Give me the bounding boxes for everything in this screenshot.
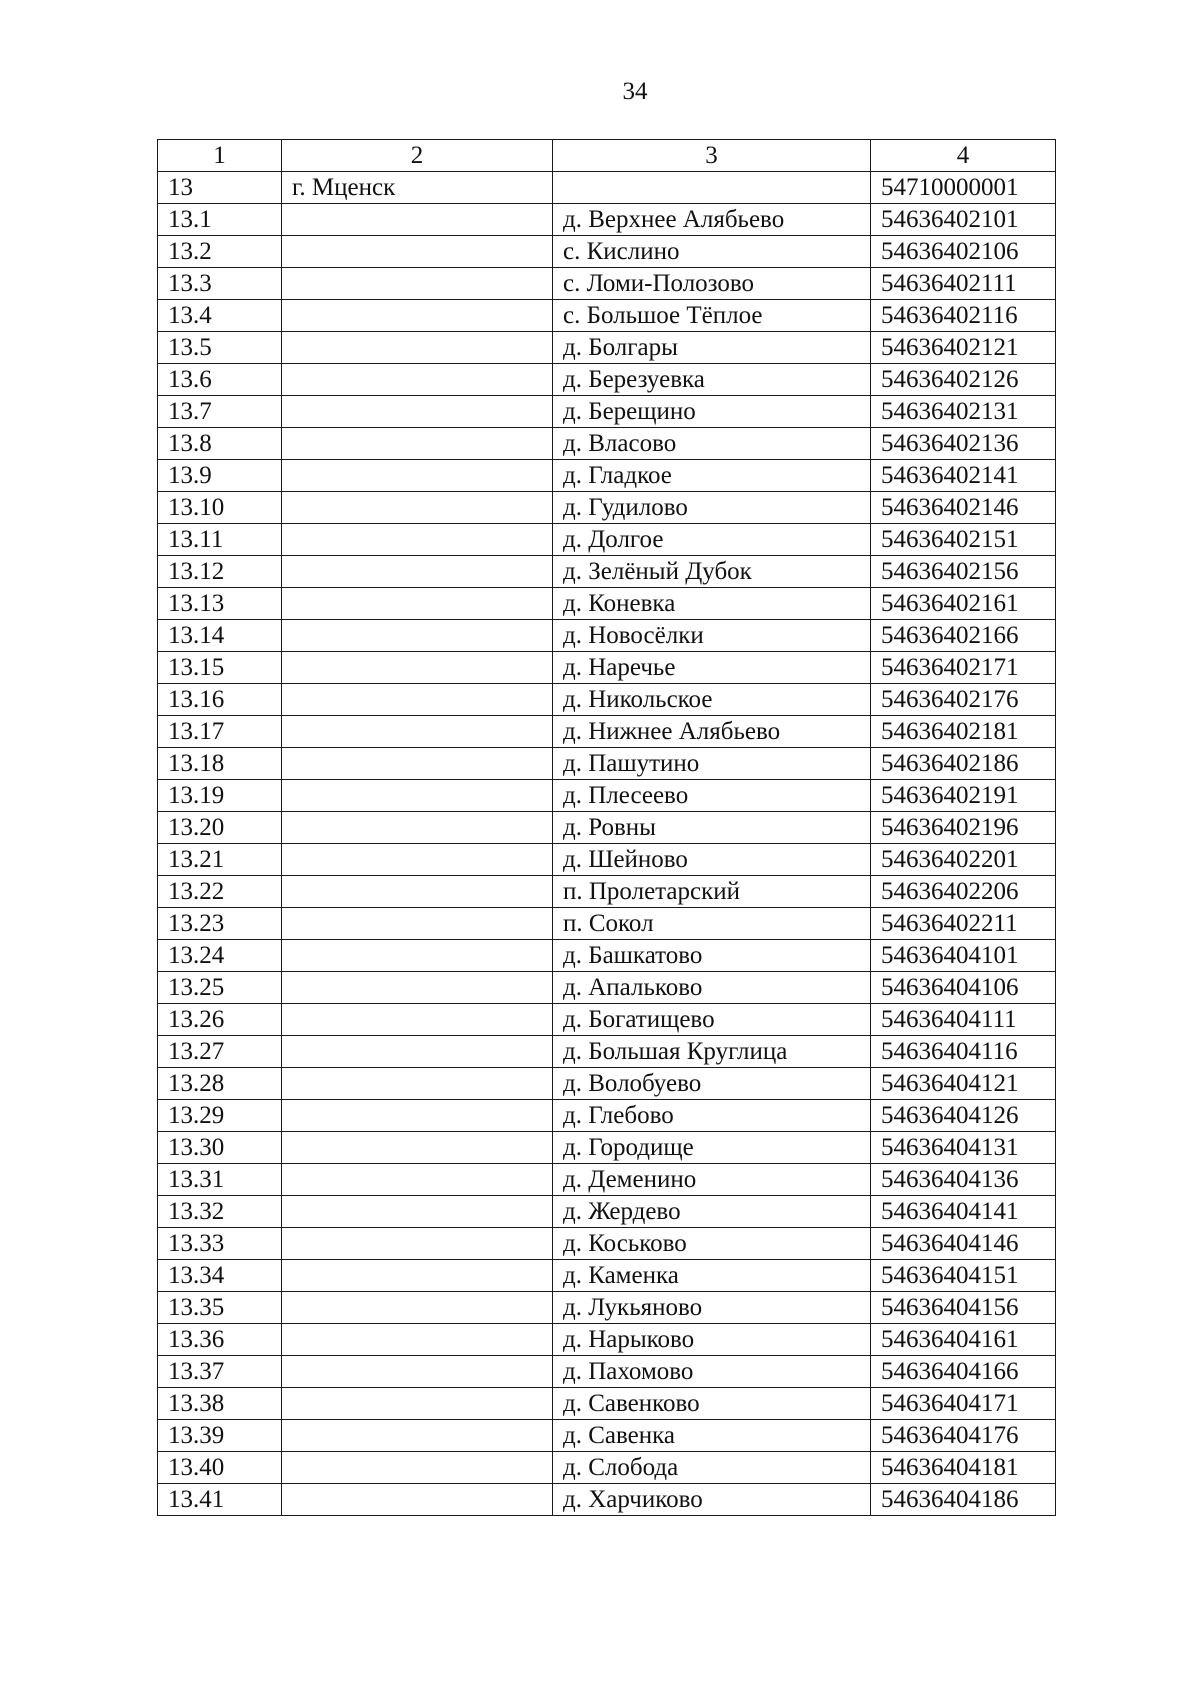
settlement-cell: д. Лукьяново: [553, 1292, 871, 1324]
row-number-cell: 13.11: [158, 524, 282, 556]
municipality-cell: [282, 396, 553, 428]
row-number-cell: 13.26: [158, 1004, 282, 1036]
table-row: [158, 716, 1056, 748]
oktmo-code-cell: 54636404181: [871, 1452, 1056, 1484]
oktmo-code-cell: 54636402196: [871, 812, 1056, 844]
municipality-cell: [282, 236, 553, 268]
row-number-cell: 13.39: [158, 1420, 282, 1452]
oktmo-code-cell: 54636404141: [871, 1196, 1056, 1228]
municipality-cell: [282, 204, 553, 236]
oktmo-code-cell: 54636402206: [871, 876, 1056, 908]
table-row: [158, 1292, 1056, 1324]
municipality-cell: [282, 1260, 553, 1292]
table-row: [158, 940, 1056, 972]
oktmo-code-cell: 54636402156: [871, 556, 1056, 588]
municipality-cell: [282, 1068, 553, 1100]
row-number-cell: 13.19: [158, 780, 282, 812]
table-row: [158, 268, 1056, 300]
municipality-cell: [282, 780, 553, 812]
oktmo-code-cell: 54636402186: [871, 748, 1056, 780]
row-number-cell: 13.20: [158, 812, 282, 844]
oktmo-code-cell: 54636402146: [871, 492, 1056, 524]
settlement-cell: д. Ровны: [553, 812, 871, 844]
oktmo-code-cell: 54636402116: [871, 300, 1056, 332]
table-row: [158, 812, 1056, 844]
table-row: [158, 332, 1056, 364]
table-row: [158, 588, 1056, 620]
oktmo-code-cell: 54636402176: [871, 684, 1056, 716]
settlement-cell: д. Березуевка: [553, 364, 871, 396]
table-row: [158, 1004, 1056, 1036]
settlement-cell: д. Глебово: [553, 1100, 871, 1132]
settlement-cell: д. Власово: [553, 428, 871, 460]
oktmo-code-cell: 54636402181: [871, 716, 1056, 748]
settlement-cell: д. Городище: [553, 1132, 871, 1164]
municipality-cell: [282, 940, 553, 972]
row-number-cell: 13.18: [158, 748, 282, 780]
table-row: [158, 1100, 1056, 1132]
settlement-cell: д. Зелёный Дубок: [553, 556, 871, 588]
municipality-cell: [282, 588, 553, 620]
municipality-cell: [282, 1164, 553, 1196]
settlement-cell: д. Нижнее Алябьево: [553, 716, 871, 748]
municipality-cell: [282, 556, 553, 588]
settlement-cell: д. Берещино: [553, 396, 871, 428]
row-number-cell: 13.36: [158, 1324, 282, 1356]
oktmo-code-cell: 54636402161: [871, 588, 1056, 620]
settlement-cell: с. Кислино: [553, 236, 871, 268]
row-number-cell: 13.8: [158, 428, 282, 460]
settlement-cell: д. Деменино: [553, 1164, 871, 1196]
table-row: [158, 1260, 1056, 1292]
settlement-cell: д. Коневка: [553, 588, 871, 620]
oktmo-code-cell: 54636402201: [871, 844, 1056, 876]
column-header-4: 4: [871, 140, 1056, 172]
row-number-cell: 13.14: [158, 620, 282, 652]
municipality-cell: [282, 716, 553, 748]
oktmo-code-cell: 54636402211: [871, 908, 1056, 940]
table-row: [158, 748, 1056, 780]
row-number-cell: 13.13: [158, 588, 282, 620]
settlement-cell: д. Шейново: [553, 844, 871, 876]
row-number-cell: 13.41: [158, 1484, 282, 1516]
row-number-cell: 13.37: [158, 1356, 282, 1388]
row-number-cell: 13.22: [158, 876, 282, 908]
oktmo-code-cell: 54636402166: [871, 620, 1056, 652]
oktmo-code-cell: 54636404136: [871, 1164, 1056, 1196]
oktmo-code-cell: 54636404146: [871, 1228, 1056, 1260]
oktmo-code-cell: 54636402136: [871, 428, 1056, 460]
row-number-cell: 13.4: [158, 300, 282, 332]
municipality-cell: [282, 1356, 553, 1388]
row-number-cell: 13.23: [158, 908, 282, 940]
settlement-cell: д. Большая Круглица: [553, 1036, 871, 1068]
row-number-cell: 13.40: [158, 1452, 282, 1484]
settlement-cell: п. Пролетарский: [553, 876, 871, 908]
row-number-cell: 13.25: [158, 972, 282, 1004]
municipality-cell: [282, 268, 553, 300]
municipality-cell: [282, 1004, 553, 1036]
table-header-row: [158, 140, 1056, 172]
settlement-cell: д. Гудилово: [553, 492, 871, 524]
row-number-cell: 13.1: [158, 204, 282, 236]
municipality-cell: [282, 1292, 553, 1324]
municipality-cell: [282, 1420, 553, 1452]
settlement-cell: д. Савенково: [553, 1388, 871, 1420]
settlement-cell: д. Гладкое: [553, 460, 871, 492]
table-row: [158, 396, 1056, 428]
oktmo-code-cell: 54636402111: [871, 268, 1056, 300]
table-row: [158, 684, 1056, 716]
settlement-cell: д. Долгое: [553, 524, 871, 556]
settlement-cell: д. Коськово: [553, 1228, 871, 1260]
settlement-cell: д. Никольское: [553, 684, 871, 716]
row-number-cell: 13.16: [158, 684, 282, 716]
settlement-cell: д. Волобуево: [553, 1068, 871, 1100]
oktmo-code-cell: 54636404176: [871, 1420, 1056, 1452]
row-number-cell: 13.30: [158, 1132, 282, 1164]
row-number-cell: 13.27: [158, 1036, 282, 1068]
row-number-cell: 13.29: [158, 1100, 282, 1132]
table-row: [158, 300, 1056, 332]
oktmo-code-cell: 54636402106: [871, 236, 1056, 268]
table-row: [158, 780, 1056, 812]
table-row: [158, 1036, 1056, 1068]
settlement-code-table: [157, 139, 1056, 1516]
row-number-cell: 13.24: [158, 940, 282, 972]
table-row: [158, 1452, 1056, 1484]
table-row: [158, 620, 1056, 652]
municipality-cell: г. Мценск: [282, 172, 553, 204]
table-row: [158, 652, 1056, 684]
oktmo-code-cell: 54710000001: [871, 172, 1056, 204]
settlement-cell: д. Апальково: [553, 972, 871, 1004]
oktmo-code-cell: 54636402171: [871, 652, 1056, 684]
row-number-cell: 13.7: [158, 396, 282, 428]
oktmo-code-cell: 54636404166: [871, 1356, 1056, 1388]
row-number-cell: 13: [158, 172, 282, 204]
oktmo-code-cell: 54636404156: [871, 1292, 1056, 1324]
column-header-3: 3: [553, 140, 871, 172]
oktmo-code-cell: 54636402101: [871, 204, 1056, 236]
oktmo-code-cell: 54636402131: [871, 396, 1056, 428]
table-row: [158, 524, 1056, 556]
municipality-cell: [282, 1132, 553, 1164]
oktmo-code-cell: 54636404131: [871, 1132, 1056, 1164]
row-number-cell: 13.12: [158, 556, 282, 588]
municipality-cell: [282, 620, 553, 652]
municipality-cell: [282, 684, 553, 716]
table-body: [158, 172, 1056, 1516]
table-row: [158, 1420, 1056, 1452]
settlement-cell: д. Жердево: [553, 1196, 871, 1228]
settlement-cell: д. Пахомово: [553, 1356, 871, 1388]
oktmo-code-cell: 54636402121: [871, 332, 1056, 364]
oktmo-code-cell: 54636404186: [871, 1484, 1056, 1516]
oktmo-code-cell: 54636404151: [871, 1260, 1056, 1292]
municipality-cell: [282, 652, 553, 684]
row-number-cell: 13.2: [158, 236, 282, 268]
municipality-cell: [282, 1484, 553, 1516]
column-header-2: 2: [282, 140, 553, 172]
municipality-cell: [282, 1036, 553, 1068]
table-row: [158, 1484, 1056, 1516]
row-number-cell: 13.17: [158, 716, 282, 748]
oktmo-code-cell: 54636402141: [871, 460, 1056, 492]
row-number-cell: 13.31: [158, 1164, 282, 1196]
settlement-cell: д. Слобода: [553, 1452, 871, 1484]
row-number-cell: 13.9: [158, 460, 282, 492]
row-number-cell: 13.38: [158, 1388, 282, 1420]
oktmo-code-cell: 54636402151: [871, 524, 1056, 556]
table-row: [158, 1068, 1056, 1100]
oktmo-code-cell: 54636404121: [871, 1068, 1056, 1100]
table-row: [158, 204, 1056, 236]
municipality-cell: [282, 524, 553, 556]
row-number-cell: 13.33: [158, 1228, 282, 1260]
municipality-cell: [282, 460, 553, 492]
row-number-cell: 13.6: [158, 364, 282, 396]
settlement-cell: д. Каменка: [553, 1260, 871, 1292]
municipality-cell: [282, 1452, 553, 1484]
table-row: [158, 428, 1056, 460]
table-row: [158, 1356, 1056, 1388]
table-row: [158, 1196, 1056, 1228]
settlement-cell: п. Сокол: [553, 908, 871, 940]
table-row: [158, 1228, 1056, 1260]
municipality-cell: [282, 844, 553, 876]
settlement-cell: д. Нарыково: [553, 1324, 871, 1356]
table-row: [158, 1388, 1056, 1420]
table-row: [158, 844, 1056, 876]
row-number-cell: 13.15: [158, 652, 282, 684]
settlement-cell: д. Болгары: [553, 332, 871, 364]
settlement-cell: [553, 172, 871, 204]
row-number-cell: 13.21: [158, 844, 282, 876]
municipality-cell: [282, 1388, 553, 1420]
municipality-cell: [282, 1100, 553, 1132]
oktmo-code-cell: 54636402191: [871, 780, 1056, 812]
municipality-cell: [282, 812, 553, 844]
table-row: [158, 876, 1056, 908]
table-row: [158, 908, 1056, 940]
table-row: [158, 492, 1056, 524]
oktmo-code-cell: 54636404161: [871, 1324, 1056, 1356]
municipality-cell: [282, 428, 553, 460]
row-number-cell: 13.35: [158, 1292, 282, 1324]
oktmo-code-cell: 54636404101: [871, 940, 1056, 972]
municipality-cell: [282, 300, 553, 332]
oktmo-code-cell: 54636402126: [871, 364, 1056, 396]
table-row: [158, 972, 1056, 1004]
oktmo-code-cell: 54636404106: [871, 972, 1056, 1004]
oktmo-code-cell: 54636404126: [871, 1100, 1056, 1132]
municipality-cell: [282, 492, 553, 524]
municipality-cell: [282, 1324, 553, 1356]
municipality-cell: [282, 972, 553, 1004]
settlement-cell: д. Новосёлки: [553, 620, 871, 652]
settlement-cell: д. Плесеево: [553, 780, 871, 812]
row-number-cell: 13.10: [158, 492, 282, 524]
settlement-cell: с. Ломи-Полозово: [553, 268, 871, 300]
municipality-cell: [282, 364, 553, 396]
table-row: [158, 1164, 1056, 1196]
municipality-cell: [282, 876, 553, 908]
settlement-cell: д. Богатищево: [553, 1004, 871, 1036]
table-row: [158, 172, 1056, 204]
oktmo-code-cell: 54636404171: [871, 1388, 1056, 1420]
table-row: [158, 364, 1056, 396]
municipality-cell: [282, 748, 553, 780]
table-row: [158, 1132, 1056, 1164]
table-row: [158, 460, 1056, 492]
row-number-cell: 13.34: [158, 1260, 282, 1292]
row-number-cell: 13.5: [158, 332, 282, 364]
settlement-cell: с. Большое Тёплое: [553, 300, 871, 332]
oktmo-code-cell: 54636404111: [871, 1004, 1056, 1036]
row-number-cell: 13.32: [158, 1196, 282, 1228]
row-number-cell: 13.3: [158, 268, 282, 300]
settlement-cell: д. Пашутино: [553, 748, 871, 780]
municipality-cell: [282, 1196, 553, 1228]
oktmo-code-cell: 54636404116: [871, 1036, 1056, 1068]
row-number-cell: 13.28: [158, 1068, 282, 1100]
page-number: 34: [622, 78, 648, 105]
municipality-cell: [282, 1228, 553, 1260]
table-row: [158, 236, 1056, 268]
settlement-cell: д. Савенка: [553, 1420, 871, 1452]
column-header-1: 1: [158, 140, 282, 172]
municipality-cell: [282, 908, 553, 940]
settlement-cell: д. Наречье: [553, 652, 871, 684]
table-row: [158, 556, 1056, 588]
settlement-cell: д. Башкатово: [553, 940, 871, 972]
settlement-cell: д. Харчиково: [553, 1484, 871, 1516]
table-row: [158, 1324, 1056, 1356]
municipality-cell: [282, 332, 553, 364]
settlement-cell: д. Верхнее Алябьево: [553, 204, 871, 236]
